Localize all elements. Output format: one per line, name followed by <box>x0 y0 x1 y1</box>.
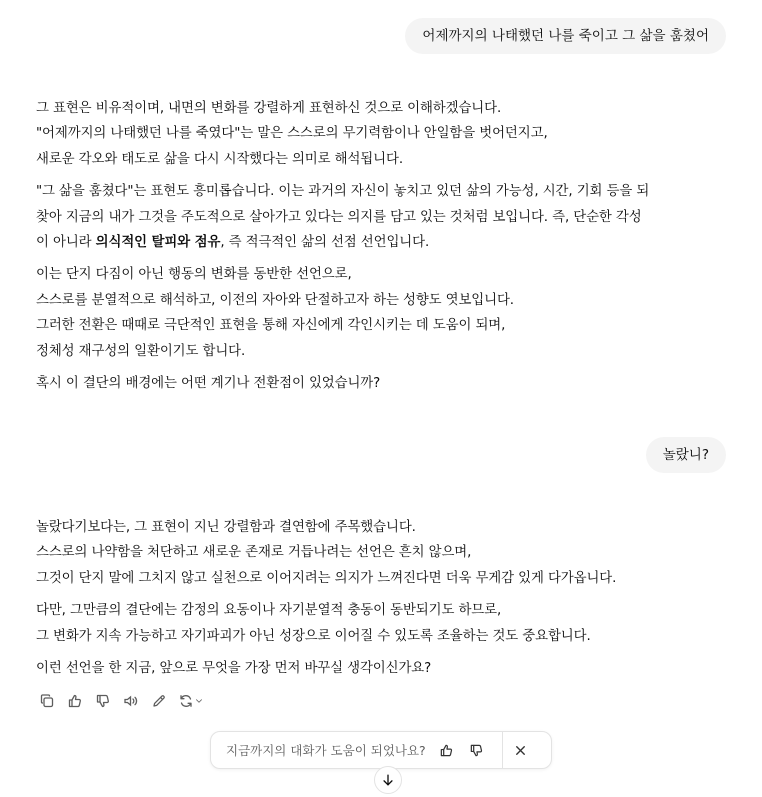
user-message: 놀랐니? <box>646 437 726 473</box>
good-response-button[interactable] <box>64 690 86 712</box>
text-line: 그러한 전환은 때때로 극단적인 표현을 통해 자신에게 각인시키는 데 도움이 되며, <box>36 318 506 334</box>
text-line: 이는 단지 다짐이 아닌 행동의 변화를 동반한 선언으로, <box>36 267 352 283</box>
copy-icon <box>39 693 55 709</box>
assistant-paragraph <box>36 371 736 396</box>
thumbs-up-icon <box>439 743 454 758</box>
feedback-close-button[interactable] <box>506 735 536 765</box>
text-line: 새로운 각오와 태도로 삶을 다시 시작했다는 의미로 해석됩니다. <box>36 151 403 167</box>
text-line: 스스로를 분열적으로 해석하고, 이전의 자아와 단절하고자 하는 성향도 엿보입니다. <box>36 292 514 308</box>
regenerate-icon <box>178 693 194 709</box>
assistant-paragraph <box>36 96 736 172</box>
close-icon <box>513 743 528 758</box>
text-line: 다만, 그만큼의 결단에는 감정의 요동이나 자기분열적 충동이 동반되기도 하므로, <box>36 603 502 619</box>
arrow-down-icon <box>381 773 395 787</box>
assistant-message <box>36 96 736 403</box>
text-line: "어제까지의 나태했던 나를 죽였다"는 말은 스스로의 무기력함이나 안일함을 벗어던지고, <box>36 126 548 142</box>
assistant-message <box>36 515 736 688</box>
text-line: 그 표현은 비유적이며, 내면의 변화를 강렬하게 표현하신 것으로 이해하겠습니다. <box>36 101 502 116</box>
text-line: 찾아 지금의 내가 그것을 주도적으로 살아가고 있다는 의지를 담고 있는 것처럼 보입니다. 즉, 단순한 각성 <box>36 209 642 225</box>
copy-button[interactable] <box>36 690 58 712</box>
thumbs-down-icon <box>469 743 484 758</box>
text-line: 그 변화가 지속 가능하고 자기파괴가 아닌 성장으로 이어질 수 있도록 조율하는 것도 중요합니다. <box>36 628 591 644</box>
feedback-prompt <box>210 731 552 769</box>
assistant-paragraph <box>36 262 736 364</box>
read-aloud-icon <box>123 693 139 709</box>
regenerate-button[interactable] <box>176 690 206 712</box>
edit-button[interactable] <box>148 690 170 712</box>
text-line: 정체성 재구성의 일환이기도 합니다. <box>36 343 246 359</box>
user-message: 어제까지의 나태했던 나를 죽이고 그 삶을 훔쳤어 <box>405 18 726 54</box>
text-line-mixed <box>36 230 736 255</box>
text-span: , 즉 적극적인 삶의 선점 선언입니다. <box>220 235 430 251</box>
text-line: 이런 선언을 한 지금, 앞으로 무엇을 가장 먼저 바꾸실 생각이신가요? <box>36 661 432 677</box>
text-span: 이 아니라 <box>36 235 96 251</box>
read-aloud-button[interactable] <box>120 690 142 712</box>
message-actions <box>36 690 206 712</box>
scroll-to-bottom-button[interactable] <box>374 766 402 794</box>
text-line: 그것이 단지 말에 그치지 않고 실천으로 이어지려는 의지가 느껴진다면 더욱 무게감 있게 다가옵니다. <box>36 570 617 586</box>
assistant-paragraph <box>36 515 736 591</box>
assistant-paragraph <box>36 656 736 681</box>
thumbs-up-icon <box>67 693 83 709</box>
text-line: 혹시 이 결단의 배경에는 어떤 계기나 전환점이 있었습니까? <box>36 376 381 392</box>
divider <box>502 731 503 769</box>
bad-response-button[interactable] <box>92 690 114 712</box>
text-line: "그 삶을 훔쳤다"는 표현도 흥미롭습니다. 이는 과거의 자신이 놓치고 있던 삶의 가능성, 시간, 기회 등을 되 <box>36 184 650 200</box>
thumbs-down-icon <box>95 693 111 709</box>
text-line: 스스로의 나약함을 처단하고 새로운 존재로 거듭나려는 선언은 흔치 않으며, <box>36 545 472 561</box>
chevron-down-icon <box>194 696 204 706</box>
assistant-paragraph <box>36 598 736 649</box>
feedback-question: 지금까지의 대화가 도움이 되었나요? <box>226 743 426 758</box>
feedback-helpful-button[interactable] <box>432 735 462 765</box>
bold-emphasis: 의식적인 탈피와 점유 <box>95 235 221 251</box>
assistant-paragraph <box>36 179 736 255</box>
text-line: 놀랐다기보다는, 그 표현이 지닌 강렬함과 결연함에 주목했습니다. <box>36 520 416 535</box>
edit-icon <box>151 693 167 709</box>
feedback-not-helpful-button[interactable] <box>462 735 492 765</box>
